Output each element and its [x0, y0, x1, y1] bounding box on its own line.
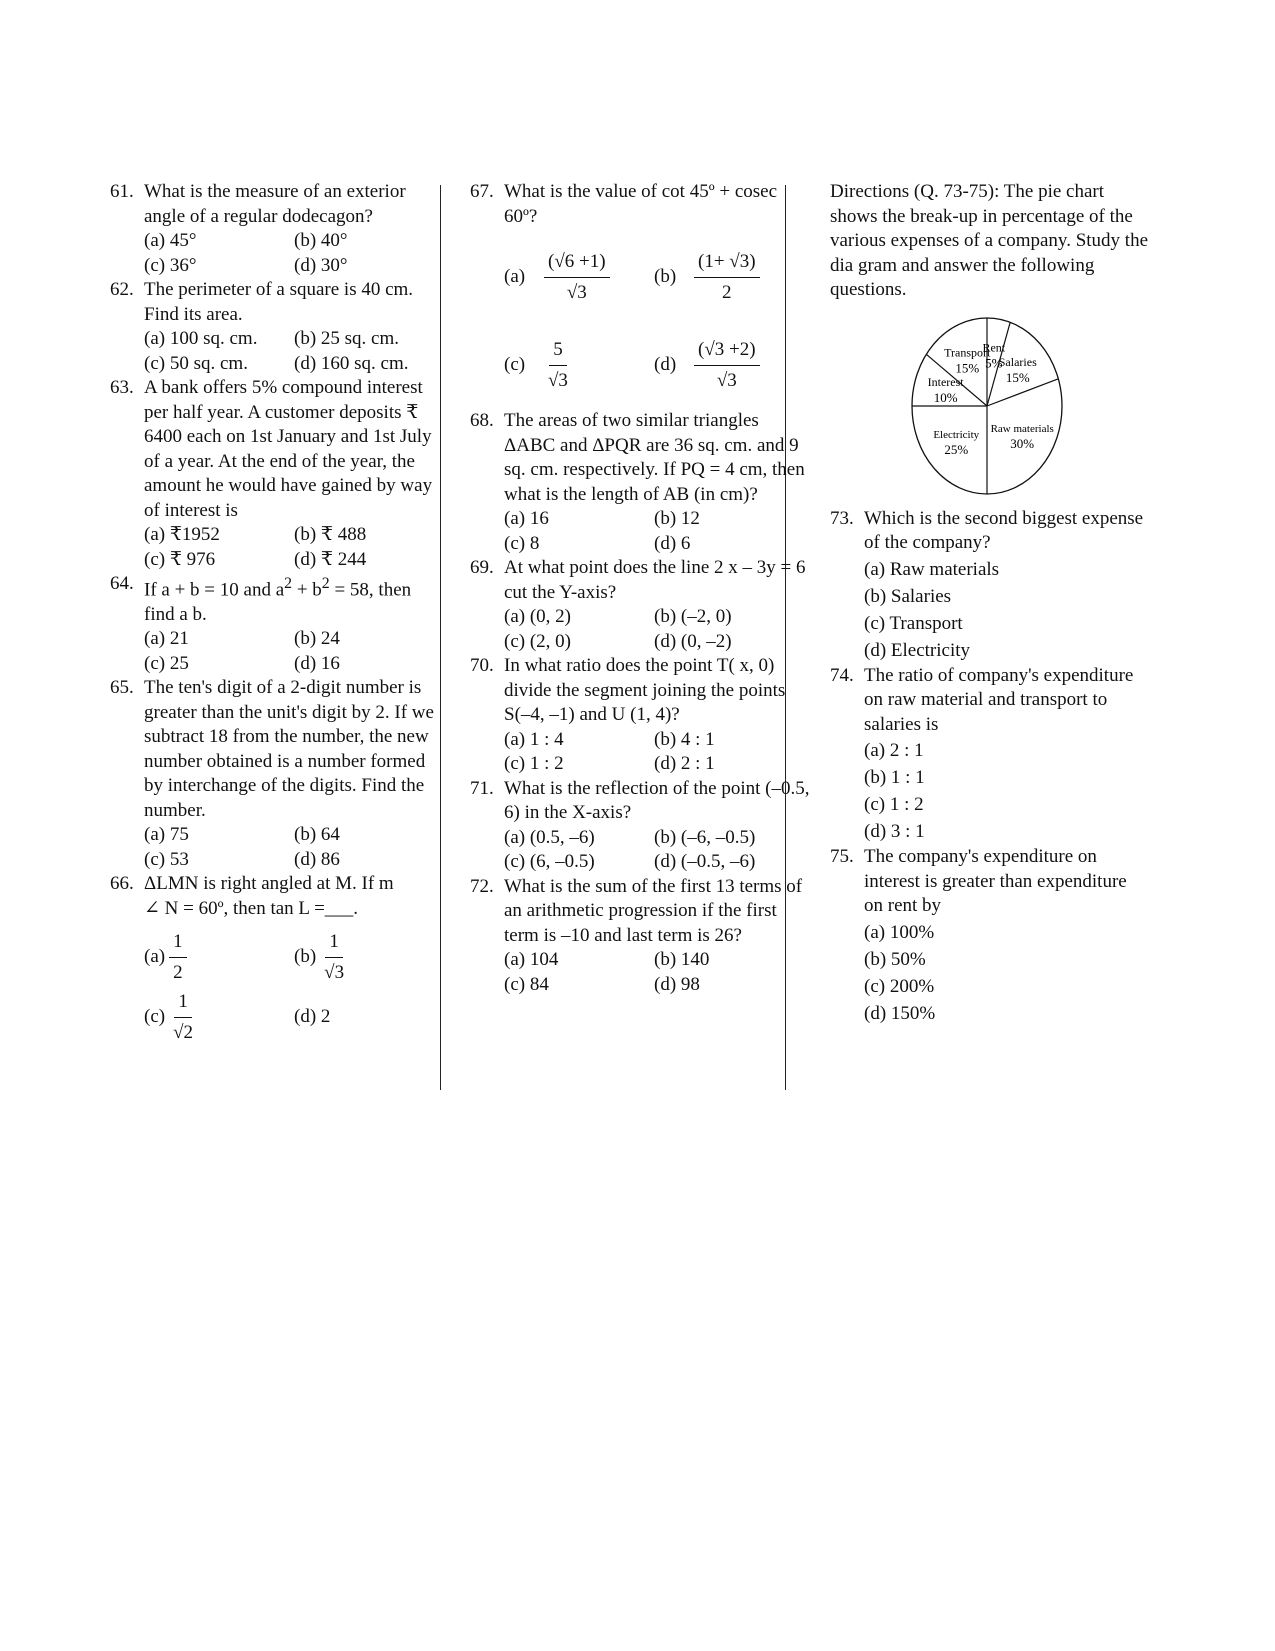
pie-label-rent: Rent: [982, 340, 1006, 355]
option-a: (a) (0.5, –6): [504, 826, 595, 848]
question-text: In what ratio does the point T( x, 0) divide the segment joining the points S(–4, –1) and U (1, 4)?: [504, 655, 786, 725]
pie-label-transport: Transport: [944, 345, 991, 360]
option-a: (a) 100%: [864, 921, 935, 943]
question-67: [470, 180, 810, 409]
directions-text: Directions (Q. 73-75): The pie chart shows the break-up in percentage of the various expenses of a company. Study the dia gram and answer the following questions.: [830, 181, 1148, 300]
option-a: (a) 45°: [144, 230, 197, 251]
question-text: The ten's digit of a 2-digit number is greater than the unit's digit by 2. If we subtract 18 from the number, the new number obtained is a number formed by interchange of the digits. Find the number.: [144, 677, 434, 821]
option-b: (b) 1 : 1: [864, 767, 925, 788]
option-a: (a) (0, 2): [504, 606, 571, 627]
option-c: (c) 25: [144, 652, 189, 674]
option-d: (d) 150%: [864, 1002, 936, 1024]
option-d: (d) 6: [654, 532, 691, 554]
question-68: [470, 409, 810, 556]
question-text: If a + b = 10 and $a^2 + b^2 = 58$, then find a b.: [144, 575, 412, 625]
question-62: [110, 278, 440, 376]
pie-label-raw-materials: Raw materials: [990, 422, 1054, 435]
question-number: 61.: [110, 181, 134, 202]
option-c: (c) 36°: [144, 254, 197, 276]
question-number: 62.: [110, 279, 134, 300]
option-d: (d) 16: [294, 652, 340, 674]
option-b: (b) 12: [654, 508, 700, 529]
option-c: (c) Transport: [864, 612, 963, 634]
question-61: [110, 180, 440, 278]
pie-chart-svg: [902, 311, 1072, 501]
question-number: 65.: [110, 677, 134, 699]
question-text: The perimeter of a square is 40 cm. Find its area.: [144, 279, 414, 325]
option-a: (a) $\frac{1}{2}$: [144, 927, 294, 987]
question-number: 72.: [470, 875, 494, 897]
pie-label-salaries: Salaries: [998, 354, 1037, 369]
option-b: (b) 4 : 1: [654, 728, 715, 750]
option-c: (c) 8: [504, 532, 540, 554]
option-a: (a) 1 : 4: [504, 728, 564, 750]
option-d: (d) 3 : 1: [864, 821, 925, 842]
question-text: At what point does the line 2 x – 3y = 6 cut the Y-axis?: [504, 557, 806, 603]
question-71: [470, 777, 810, 875]
option-c: (c) 1 : 2: [504, 753, 564, 774]
question-number: 67.: [470, 181, 494, 202]
question-text: A bank offers 5% compound interest per half year. A customer deposits ₹ 6400 each on 1st January and 1st July of a year. At the end of the year, the amount he would have gained by way of interest is: [144, 377, 433, 521]
option-d: (d) 160 sq. cm.: [294, 352, 409, 374]
option-c: (c) 84: [504, 973, 549, 995]
option-b: (b) 140: [654, 949, 710, 970]
option-d: (d) 98: [654, 973, 700, 995]
option-a: (a) 104: [504, 949, 559, 970]
question-70: [470, 654, 810, 777]
option-d: (d) ₹ 244: [294, 548, 367, 570]
option-d: (d) 30°: [294, 254, 348, 276]
option-a: (a) 2 : 1: [864, 740, 924, 761]
question-number: 63.: [110, 377, 134, 398]
question-number: 64.: [110, 573, 134, 594]
option-d: (d) 86: [294, 848, 340, 870]
question-number: 70.: [470, 655, 494, 676]
option-d: (d) 2 : 1: [654, 753, 715, 774]
pie-label-electricity: Electricity: [933, 428, 980, 441]
option-b: (b) (–2, 0): [654, 606, 732, 627]
question-number: 74.: [830, 664, 854, 686]
question-number: 66.: [110, 873, 134, 895]
question-text: What is the reflection of the point (–0.5, 6) in the X-axis?: [504, 777, 810, 823]
pie-value-salaries: 15%: [1005, 369, 1030, 385]
question-69: [470, 556, 810, 654]
option-b: (b) 40°: [294, 230, 348, 251]
option-c: (c) (6, –0.5): [504, 851, 595, 872]
question-text-2: ∠ N = 60º, then tan L =___.: [144, 897, 359, 919]
option-a: (a) $\frac{(√6 +1)}{√3}$: [504, 233, 654, 321]
question-text: The areas of two similar triangles ΔABC and ΔPQR are 36 sq. cm. and 9 sq. cm. respectively. If PQ = 4 cm, then what is the length of AB (in cm)?: [504, 410, 805, 505]
question-text: What is the measure of an exterior angle of a regular dodecagon?: [144, 181, 406, 227]
option-c: (c) $\frac{1}{√2}$: [144, 990, 194, 1043]
question-number: 75.: [830, 846, 854, 867]
question-text: The ratio of company's expenditure on raw material and transport to salaries is: [864, 664, 1134, 735]
option-b: (b) (–6, –0.5): [654, 826, 756, 848]
option-a: (a) 100 sq. cm.: [144, 328, 258, 349]
option-b: (b) Salaries: [864, 585, 952, 607]
pie-value-interest: 10%: [933, 389, 958, 405]
option-c: (c) 50 sq. cm.: [144, 352, 248, 374]
question-73: [830, 507, 1150, 664]
option-c: (c) ₹ 976: [144, 548, 216, 570]
question-text: What is the value of cot 45º + cosec 60º?: [504, 181, 778, 227]
pie-value-electricity: 25%: [944, 441, 969, 457]
option-d: (d) $\frac{(√3 +2)}{√3}$: [654, 321, 834, 409]
question-number: 69.: [470, 557, 494, 578]
option-b: (b) 50%: [864, 948, 926, 970]
option-c: (c) (2, 0): [504, 630, 571, 652]
option-d: (d) 2: [294, 1006, 331, 1028]
option-b: (b) $\frac{(1+ √3)}{2}$: [654, 233, 834, 321]
option-a: (a) 21: [144, 628, 189, 650]
option-c: (c) 200%: [864, 975, 935, 997]
pie-value-transport: 15%: [955, 360, 980, 376]
column-3: [830, 180, 1150, 1027]
column-2: [470, 180, 810, 997]
question-number: 68.: [470, 410, 494, 431]
option-a: (a) 75: [144, 824, 189, 846]
question-text: The company's expenditure on interest is greater than expenditure on rent by: [864, 846, 1127, 916]
option-b: (b) $\frac{1}{√3}$: [294, 930, 345, 983]
option-c: (c) 53: [144, 848, 189, 870]
question-65: [110, 676, 440, 872]
option-b: (b) 24: [294, 628, 340, 650]
option-d: (d) Electricity: [864, 639, 971, 661]
option-a: (a) ₹1952: [144, 524, 220, 545]
question-number: 73.: [830, 507, 854, 529]
pie-label-interest: Interest: [927, 374, 964, 389]
option-c: (c) $\frac{5}{√3}$: [504, 338, 568, 391]
pie-chart: [902, 311, 1072, 501]
question-66: [110, 872, 440, 1047]
question-number: 71.: [470, 777, 494, 799]
question-text: ΔLMN is right angled at M. If m: [144, 873, 394, 895]
question-63: [110, 376, 440, 572]
option-b: (b) 64: [294, 824, 340, 846]
option-a: (a) Raw materials: [864, 558, 1000, 580]
column-1: [110, 180, 440, 1047]
option-d: (d) (–0.5, –6): [654, 851, 756, 872]
option-b: (b) 25 sq. cm.: [294, 328, 400, 349]
question-72: [470, 875, 810, 998]
option-c: (c) 1 : 2: [864, 794, 924, 815]
question-text: What is the sum of the first 13 terms of an arithmetic progression if the first term is –10 and last term is 26?: [504, 875, 803, 946]
question-text: Which is the second biggest expense of the company?: [864, 507, 1144, 553]
option-d: (d) (0, –2): [654, 630, 732, 652]
question-74: [830, 664, 1150, 846]
option-a: (a) 16: [504, 508, 549, 529]
question-64: [110, 572, 440, 676]
question-75: [830, 845, 1150, 1027]
pie-value-raw-materials: 30%: [1010, 435, 1035, 451]
pie-value-rent: 5%: [985, 355, 1003, 371]
option-b: (b) ₹ 488: [294, 524, 367, 545]
